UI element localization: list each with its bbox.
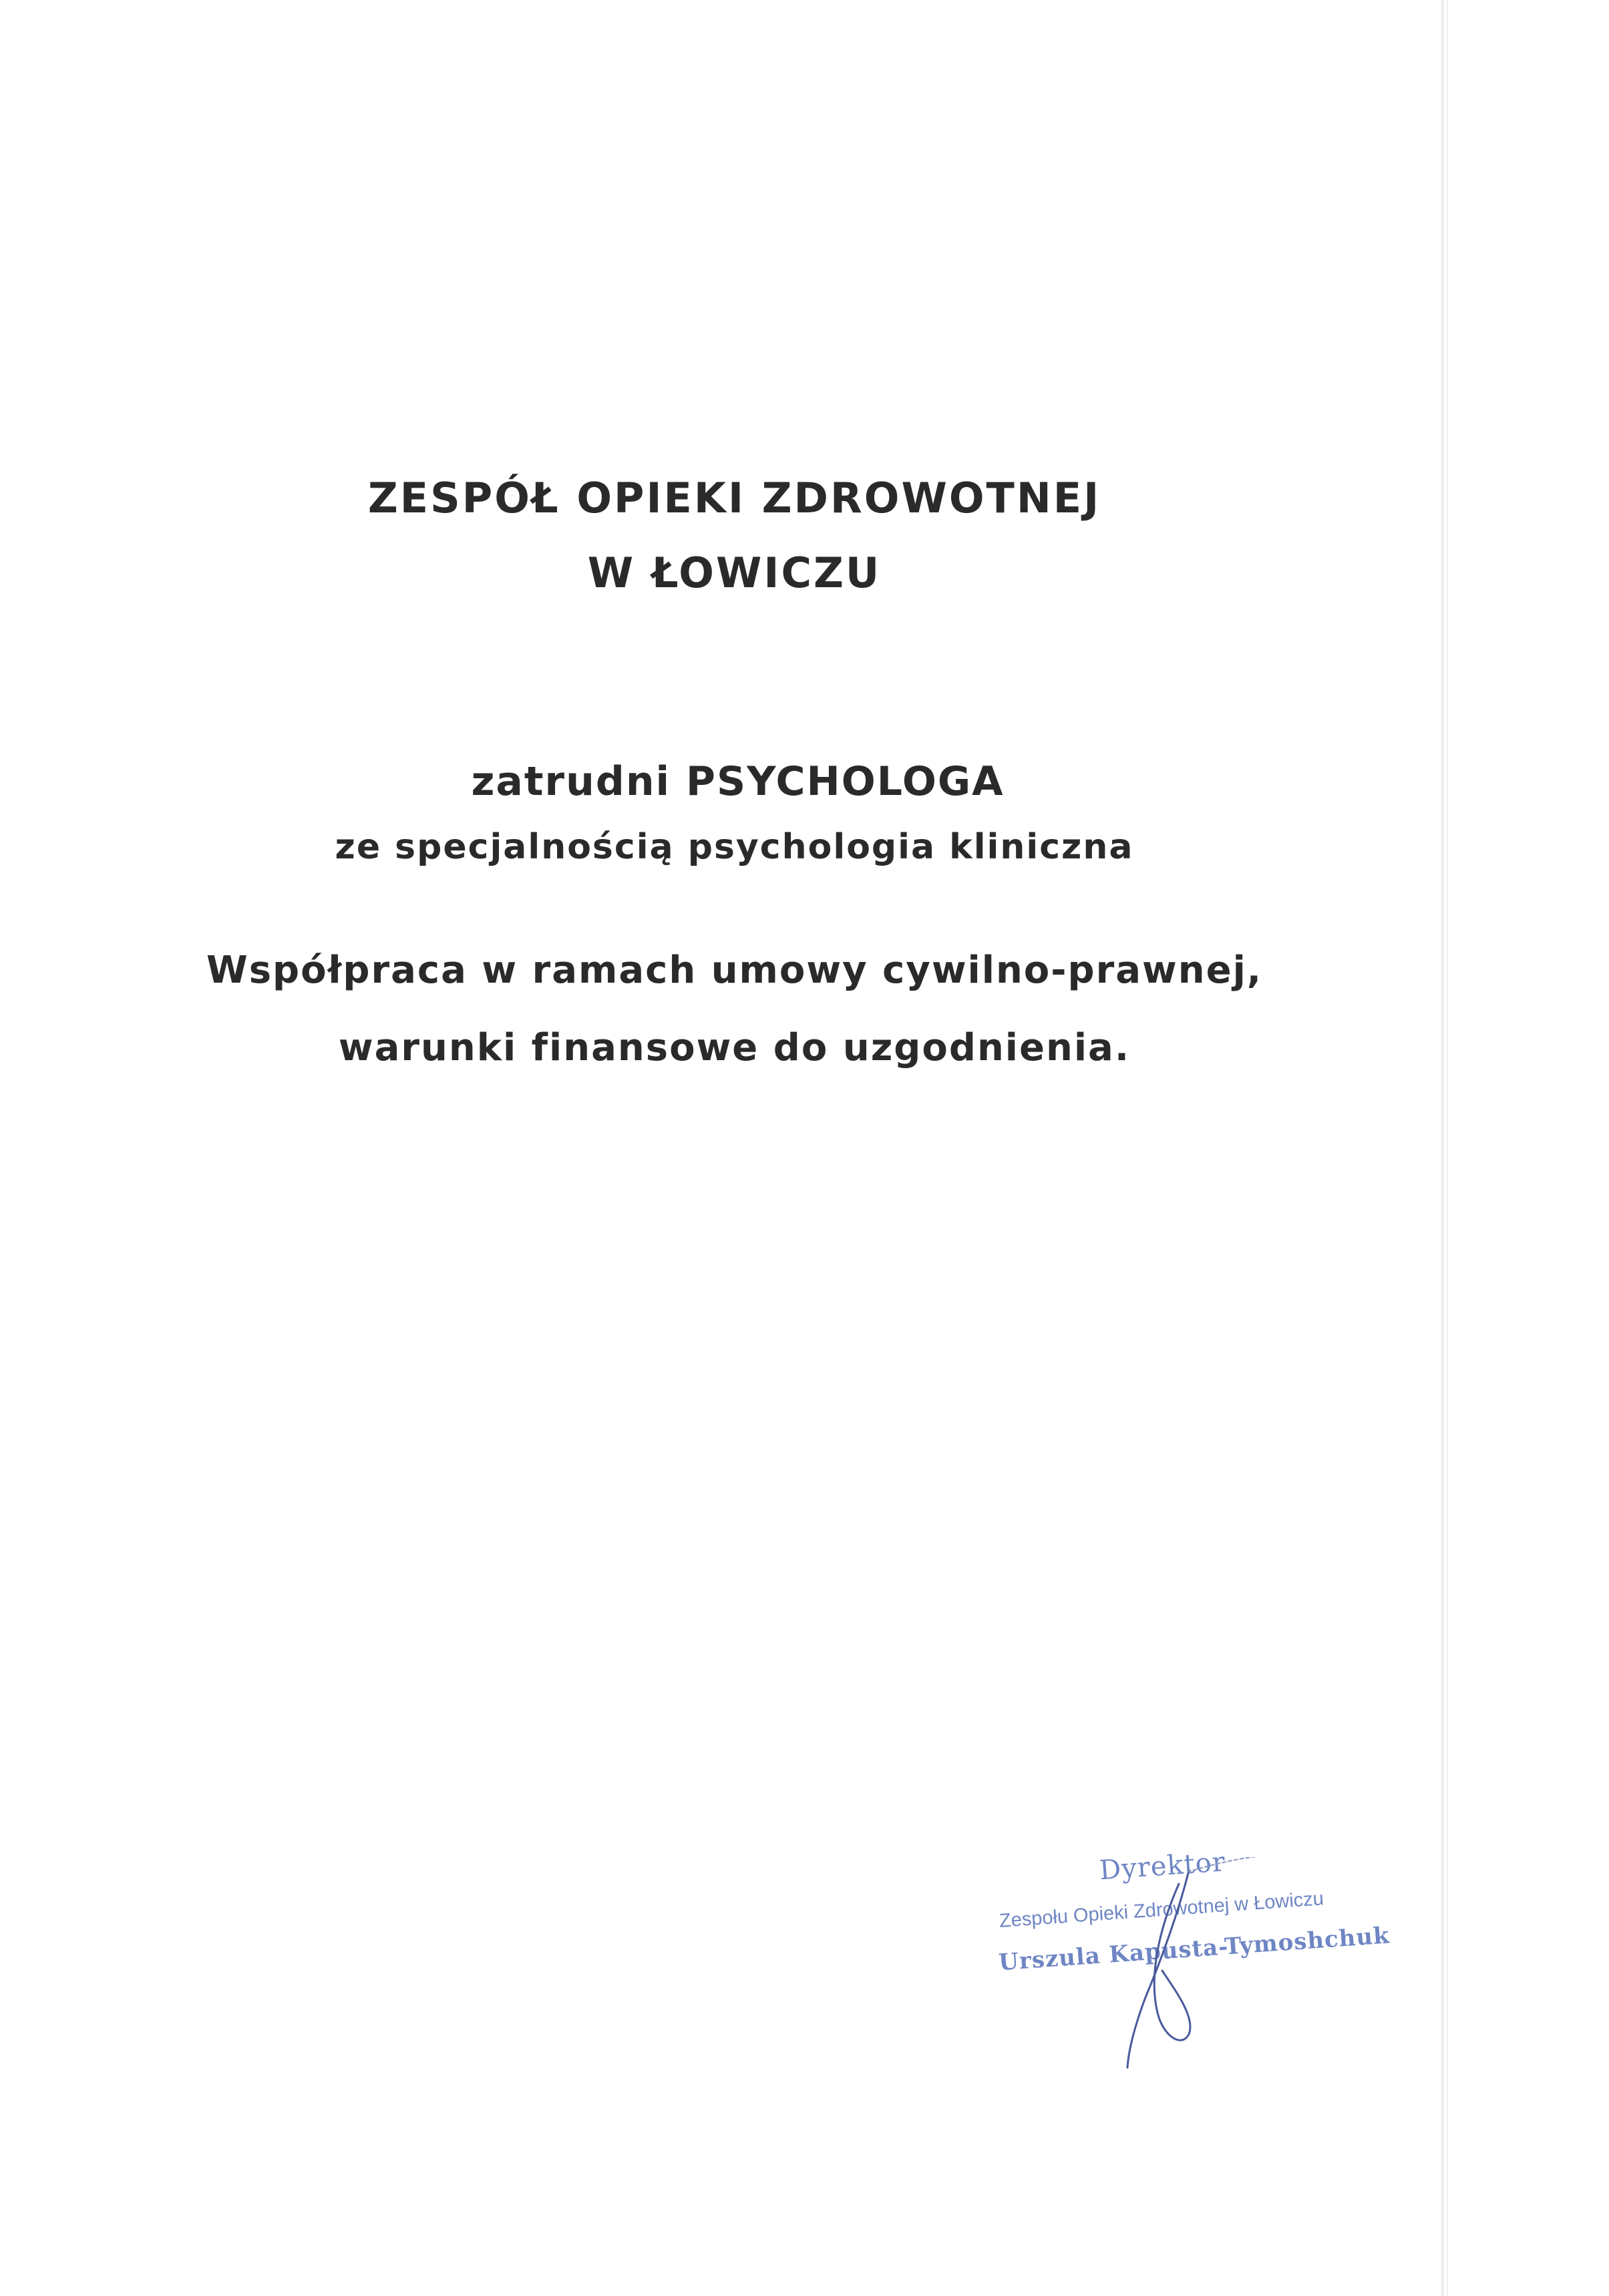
- header-line-2: W ŁOWICZU: [587, 548, 882, 597]
- stamp-title: Dyrektor: [1098, 1846, 1227, 1887]
- scan-edge-line: [1447, 0, 1448, 2296]
- employment-terms: [0, 932, 1609, 1087]
- terms-line-1: Współpraca w ramach umowy cywilno-prawnej,: [206, 949, 1263, 992]
- terms-line-2: warunki finansowe do uzgodnienia.: [338, 1026, 1131, 1070]
- offer-headline: zatrudni PSYCHOLOGA: [471, 758, 1005, 805]
- stamp-name: Urszula Kapusta-Tymoshchuk: [998, 1922, 1391, 1977]
- handwritten-signature: [1109, 1857, 1276, 2078]
- offer-specialty: ze specjalnością psychologia kliniczna: [335, 827, 1134, 867]
- scan-edge-shadow: [1441, 0, 1444, 2296]
- job-offer: [0, 747, 1609, 878]
- stamp-organization: Zespołu Opieki Zdrowotnej w Łowiczu: [998, 1888, 1324, 1933]
- header-line-1: ZESPÓŁ OPIEKI ZDROWOTNEJ: [367, 474, 1101, 522]
- document-header: [0, 461, 1609, 611]
